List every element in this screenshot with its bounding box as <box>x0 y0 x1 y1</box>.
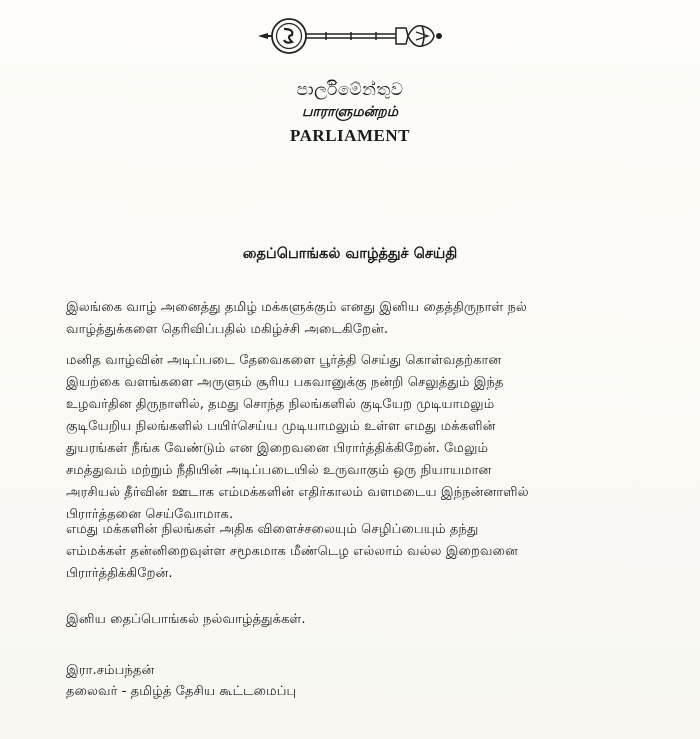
paragraph-line: இலங்கை வாழ் அனைத்து தமிழ் மக்களுக்கும் எனது இனிய தைத்திருநாள் நல் <box>66 300 527 315</box>
sinhala-title: පාර්ලිමේන්තුව <box>296 80 404 100</box>
paragraph-line: பிரார்த்தனை செய்வோமாக. <box>66 507 234 522</box>
paragraph-line: எம்மக்கள் தன்னிறைவுள்ள சமூகமாக மீண்டெழ எல்லாம் வல்ல இறைவனை <box>66 544 518 559</box>
tamil-title: பாராளுமன்றம் <box>302 104 398 120</box>
paragraph-3 <box>66 519 666 585</box>
paragraph-line: அரசியல் தீர்வின் ஊடாக எம்மக்களின் எதிர்காலம் வளமடைய இந்நன்னாளில் <box>66 485 529 500</box>
paragraph-line: வாழ்த்துக்களை தெரிவிப்பதில் மகிழ்ச்சி அடைகிறேன். <box>66 322 389 337</box>
english-title: PARLIAMENT <box>290 126 410 145</box>
signatory-name: இரா.சம்பந்தன் <box>66 663 155 678</box>
paragraph-line: இயற்கை வளங்களை அருளும் சூரிய பகவானுக்கு நன்றி செலுத்தும் இந்த <box>66 375 504 390</box>
paragraph-2 <box>66 350 666 526</box>
paragraph-line: எமது மக்களின் நிலங்கள் அதிக விளைச்சலையும் செழிப்பையும் தந்து <box>66 522 479 537</box>
closing-greeting: இனிய தைப்பொங்கல் நல்வாழ்த்துக்கள். <box>66 612 306 627</box>
paragraph-line: உழவர்தின திருநாளில், தமது சொந்த நிலங்களில் குடியேற முடியாமலும் <box>66 397 495 412</box>
signatory-title: தலைவர் - தமிழ்த் தேசிய கூட்டமைப்பு <box>66 684 297 699</box>
paragraph-line: குடியேறிய நிலங்களில் பயிர்செய்ய முடியாமலும் உள்ள எமது மக்களின் <box>66 419 496 434</box>
paragraph-1 <box>66 297 666 341</box>
paragraph-line: பிரார்த்திக்கிறேன். <box>66 566 173 581</box>
paragraph-line: சமத்துவம் மற்றும் நீதியின் அடிப்படையில் உருவாகும் ஒரு நியாயமான <box>66 463 492 478</box>
parliament-mace-icon <box>256 14 446 58</box>
paragraph-line: துயரங்கள் நீங்க வேண்டும் என இறைவனை பிரார்த்திக்கிறேன். மேலும் <box>66 441 489 456</box>
message-heading: தைப்பொங்கல் வாழ்த்துச் செய்தி <box>242 246 458 262</box>
paragraph-line: மனித வாழ்வின் அடிப்படை தேவைகளை பூர்த்தி செய்து கொள்வதற்கான <box>66 353 502 368</box>
